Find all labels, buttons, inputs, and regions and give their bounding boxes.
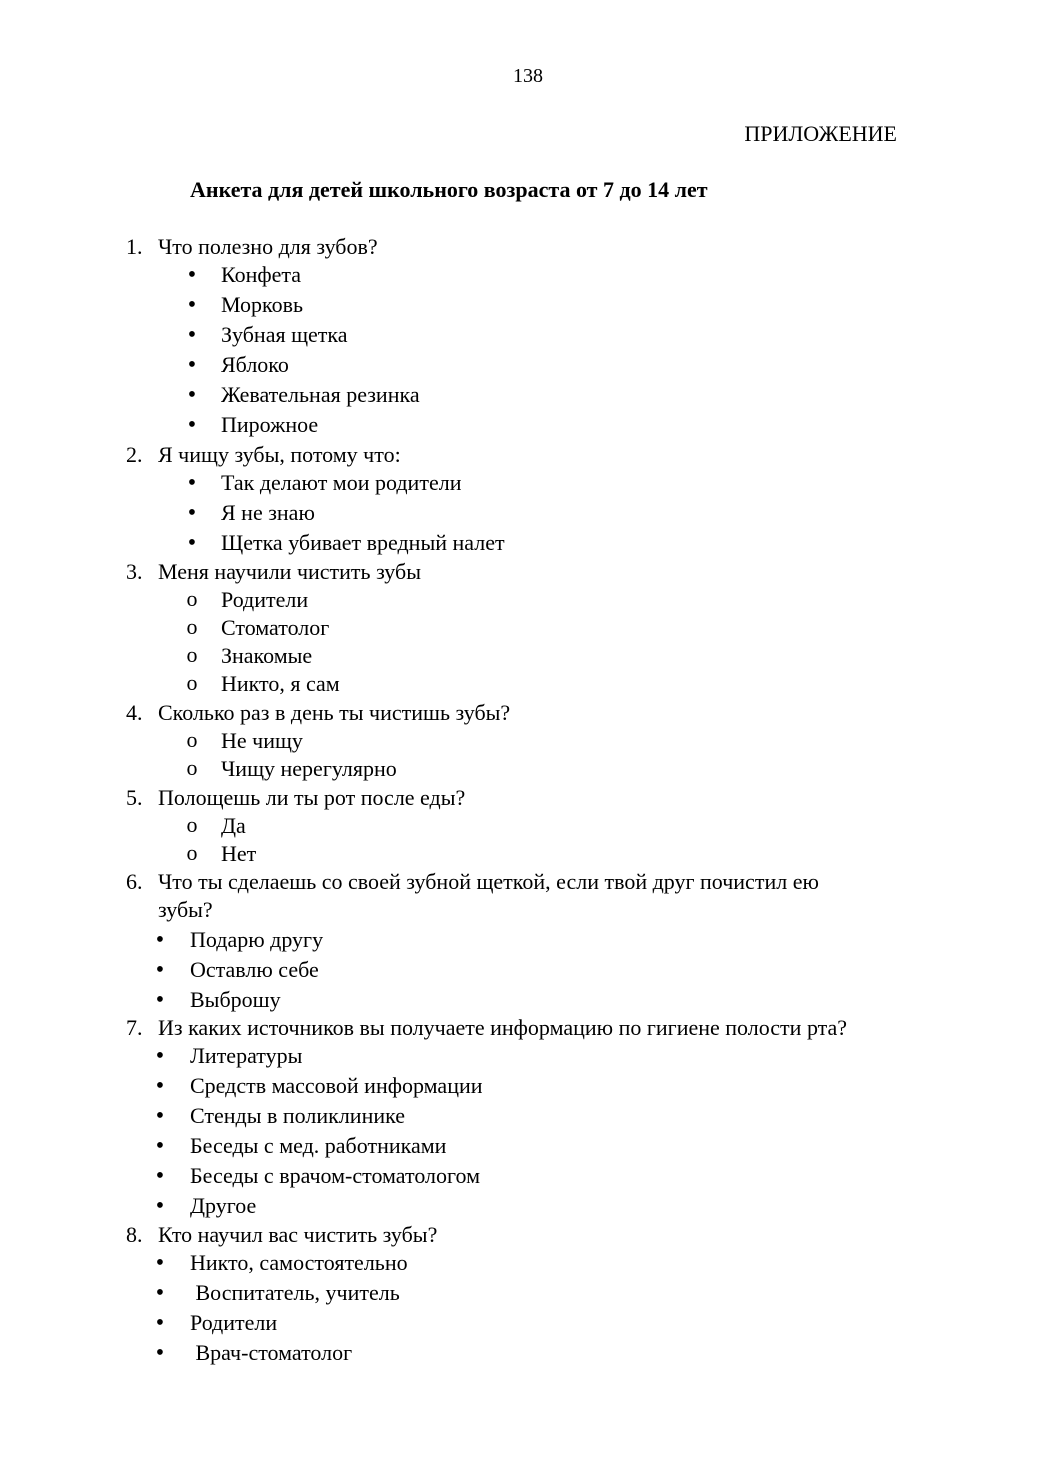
option-text: Чищу нерегулярно (221, 756, 397, 781)
questionnaire-title: Анкета для детей школьного возраста от 7 до 14 лет (190, 177, 708, 202)
circle-marker: o (186, 586, 198, 611)
bullet-marker: • (155, 987, 165, 1013)
question-number: 6. (126, 869, 143, 894)
option-text: Так делают мои родители (221, 470, 462, 495)
bullet-marker: • (187, 470, 197, 496)
option-text: Средств массовой информации (190, 1073, 483, 1098)
circle-marker: o (186, 840, 198, 865)
option-text: Литературы (190, 1043, 303, 1068)
circle-marker: o (186, 727, 198, 752)
option-text: Знакомые (221, 643, 313, 668)
circle-marker: o (186, 755, 198, 780)
bullet-marker: • (155, 1280, 165, 1306)
bullet-marker: • (187, 292, 197, 318)
question-number: 2. (126, 442, 143, 467)
option-text: Я не знаю (221, 500, 315, 525)
circle-marker: o (186, 642, 198, 667)
bullet-marker: • (187, 500, 197, 526)
bullet-marker: • (155, 1250, 165, 1276)
option-text: Не чищу (221, 728, 303, 753)
question-number: 5. (126, 785, 143, 810)
question-number: 3. (126, 559, 143, 584)
bullet-marker: • (187, 530, 197, 556)
question-text: зубы? (158, 897, 213, 922)
bullet-marker: • (155, 1193, 165, 1219)
option-text: Родители (190, 1310, 278, 1335)
question-number: 7. (126, 1015, 143, 1040)
bullet-marker: • (187, 352, 197, 378)
bullet-marker: • (155, 1163, 165, 1189)
option-text: Конфета (221, 262, 302, 287)
bullet-marker: • (155, 957, 165, 983)
option-text: Морковь (221, 292, 304, 317)
bullet-marker: • (187, 322, 197, 348)
bullet-marker: • (155, 927, 165, 953)
question-text: Что ты сделаешь со своей зубной щеткой, если твой друг почистил ею (158, 869, 819, 894)
option-text: Другое (190, 1193, 257, 1218)
appendix-heading: ПРИЛОЖЕНИЕ (744, 121, 897, 146)
option-text: Зубная щетка (221, 322, 348, 347)
bullet-marker: • (155, 1310, 165, 1336)
option-text: Врач-стоматолог (190, 1340, 353, 1365)
option-text: Никто, я сам (221, 671, 340, 696)
option-text: Яблоко (221, 352, 289, 377)
circle-marker: o (186, 812, 198, 837)
option-text: Выброшу (190, 987, 281, 1012)
option-text: Беседы с врачом-стоматологом (190, 1163, 480, 1188)
bullet-marker: • (187, 262, 197, 288)
question-text: Полощешь ли ты рот после еды? (158, 785, 466, 810)
question-text: Меня научили чистить зубы (158, 559, 421, 584)
option-text: Беседы с мед. работниками (190, 1133, 447, 1158)
option-text: Оставлю себе (190, 957, 319, 982)
question-number: 4. (126, 700, 143, 725)
option-text: Жевательная резинка (221, 382, 420, 407)
option-text: Подарю другу (190, 927, 324, 952)
question-number: 1. (126, 234, 143, 259)
question-text: Кто научил вас чистить зубы? (158, 1222, 438, 1247)
option-text: Родители (221, 587, 309, 612)
question-text: Я чищу зубы, потому что: (158, 442, 401, 467)
option-text: Нет (221, 841, 257, 866)
question-text: Из каких источников вы получаете информацию по гигиене полости рта? (158, 1015, 848, 1040)
bullet-marker: • (155, 1073, 165, 1099)
option-text: Да (221, 813, 246, 838)
bullet-marker: • (155, 1043, 165, 1069)
circle-marker: o (186, 670, 198, 695)
question-number: 8. (126, 1222, 143, 1247)
option-text: Щетка убивает вредный налет (221, 530, 505, 555)
circle-marker: o (186, 614, 198, 639)
option-text: Воспитатель, учитель (190, 1280, 400, 1305)
option-text: Пирожное (221, 412, 319, 437)
bullet-marker: • (155, 1103, 165, 1129)
bullet-marker: • (187, 382, 197, 408)
question-text: Что полезно для зубов? (158, 234, 378, 259)
page-number: 138 (513, 65, 543, 87)
option-text: Стенды в поликлинике (190, 1103, 406, 1128)
bullet-marker: • (155, 1340, 165, 1366)
option-text: Никто, самостоятельно (190, 1250, 408, 1275)
bullet-marker: • (187, 412, 197, 438)
bullet-marker: • (155, 1133, 165, 1159)
option-text: Стоматолог (221, 615, 330, 640)
question-text: Сколько раз в день ты чистишь зубы? (158, 700, 511, 725)
